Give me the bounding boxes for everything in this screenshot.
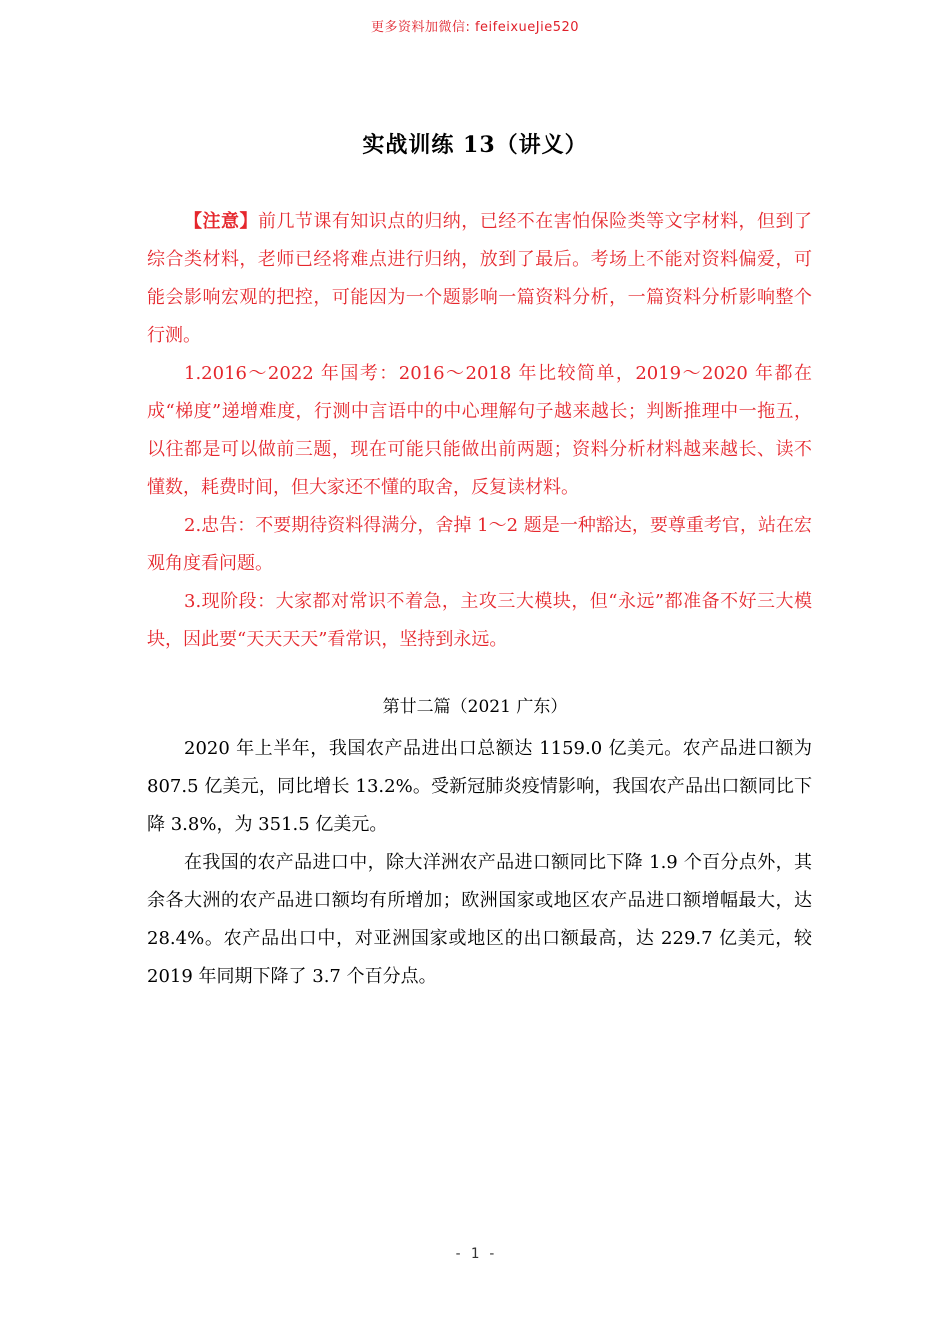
material-paragraph-1: 2020 年上半年，我国农产品进出口总额达 1159.0 亿美元。农产品进口额为 807.5 亿美元，同比增长 13.2%。受新冠肺炎疫情影响，我国农产品出口额同比下降 3.8%，为 351.5 亿美元。 <box>147 738 812 835</box>
notice-intro-text: 前几节课有知识点的归纳，已经不在害怕保险类等文字材料，但到了综合类材料，老师已经将难点进行归纳，放到了最后。考场上不能对资料偏爱，可能会影响宏观的把控，可能因为一个题影响一篇资料分析，一篇资料分析影响整个行测。 <box>147 211 813 346</box>
notice-point-1: 1.2016～2022 年国考：2016～2018 年比较简单，2019～2020 年都在成“梯度”递增难度，行测中言语中的中心理解句子越来越长；判断推理中一拖五，以往都是可以做前三题，现在可能只能做出前两题；资料分析材料越来越长、读不懂数，耗费时间，但大家还不懂的取舍，反复读材料。 <box>147 363 812 498</box>
notice-intro-paragraph <box>147 203 812 355</box>
section-title: 第廿二篇（2021 广东） <box>382 697 568 717</box>
material-paragraph-2: 在我国的农产品进口中，除大洋洲农产品进口额同比下降 1.9 个百分点外，其余各大洲的农产品进口额均有所增加；欧洲国家或地区农产品进口额增幅最大，达 28.4%。农产品出口中，对亚洲国家或地区的出口额最高，达 229.7 亿美元，较 2019 年同期下降了 3.7 个百分点。 <box>147 852 812 987</box>
page-number: - 1 - <box>453 1246 497 1262</box>
notice-block <box>147 203 812 659</box>
document-title: 实战训练 13（讲义） <box>362 132 588 158</box>
material-body <box>147 730 812 996</box>
notice-point-2: 2.忠告：不要期待资料得满分，舍掉 1～2 题是一种豁达，要尊重考官，站在宏观角度看问题。 <box>147 515 812 574</box>
notice-point-3: 3.现阶段：大家都对常识不着急，主攻三大模块，但“永远”都准备不好三大模块，因此要“天天天天”看常识，坚持到永远。 <box>147 591 812 650</box>
header-contact-note: 更多资料加微信: feifeixueJie520 <box>370 20 580 35</box>
notice-tag: 【注意】 <box>184 211 258 232</box>
